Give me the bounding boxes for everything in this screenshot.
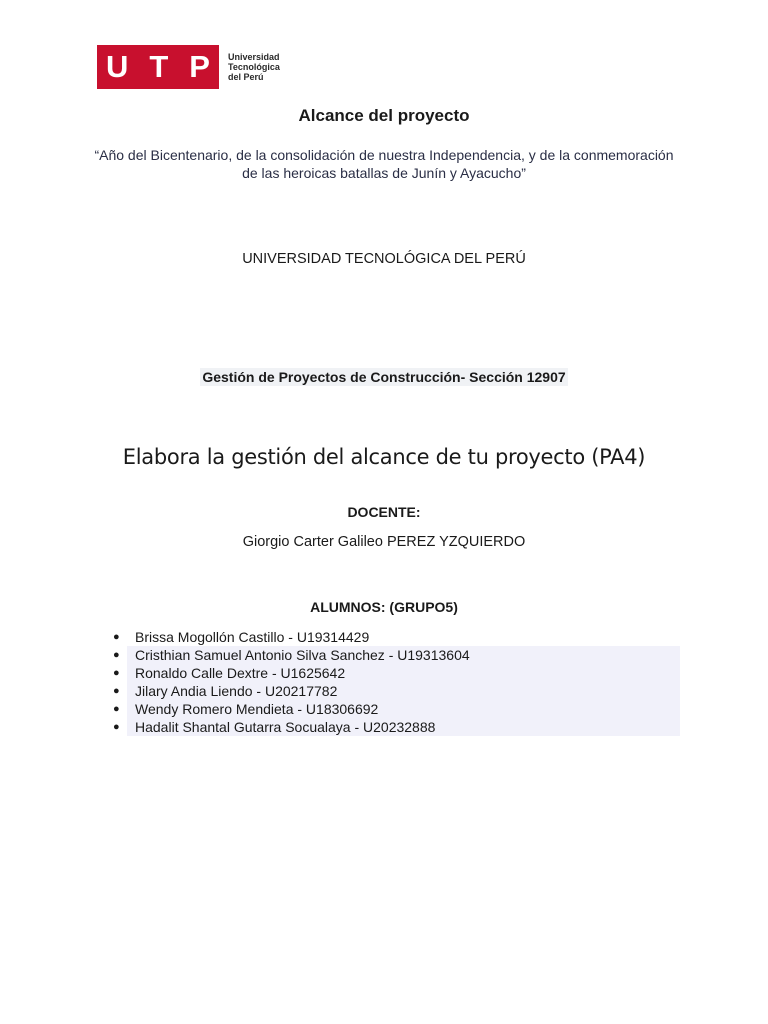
list-item <box>107 628 680 646</box>
bullet-icon: ● <box>113 703 120 715</box>
student-name: Ronaldo Calle Dextre - U1625642 <box>135 665 346 681</box>
bullet-icon: ● <box>113 721 120 733</box>
logo-letter-p: P <box>189 49 210 84</box>
bullet-icon: ● <box>113 685 120 697</box>
student-name: Cristhian Samuel Antonio Silva Sanchez - U19313604 <box>135 647 470 663</box>
student-name: Hadalit Shantal Gutarra Socualaya - U20232888 <box>135 719 436 735</box>
list-item <box>107 700 680 718</box>
assignment-heading: Elabora la gestión del alcance de tu proyecto (PA4) <box>122 445 646 469</box>
document-title: Alcance del proyecto <box>298 106 470 125</box>
utp-logo <box>97 45 280 89</box>
bullet-icon: ● <box>113 667 120 679</box>
motto <box>0 146 768 182</box>
list-item <box>107 682 680 700</box>
docente-name: Giorgio Carter Galileo PEREZ YZQUIERDO <box>242 534 526 550</box>
logo-letter-u: U <box>106 49 129 84</box>
logo-wordmark <box>228 52 280 82</box>
list-item <box>107 718 680 736</box>
student-name: Jilary Andia Liendo - U20217782 <box>135 683 338 699</box>
list-item <box>107 664 680 682</box>
logo-letter-t: T <box>149 49 169 84</box>
docente-label: DOCENTE: <box>347 504 421 520</box>
university-name: UNIVERSIDAD TECNOLÓGICA DEL PERÚ <box>242 251 526 267</box>
bullet-icon: ● <box>113 649 120 661</box>
course-label: Gestión de Proyectos de Construcción- Sección 12907 <box>202 369 566 385</box>
motto-line-2: de las heroicas batallas de Junín y Ayacucho” <box>242 165 526 181</box>
logo-line-1: Universidad <box>228 52 280 62</box>
list-item <box>107 646 680 664</box>
student-name: Wendy Romero Mendieta - U18306692 <box>135 701 379 717</box>
logo-line-3: del Perú <box>228 72 264 82</box>
utp-logo-mark <box>97 45 219 89</box>
logo-line-2: Tecnológica <box>228 62 280 72</box>
alumnos-label: ALUMNOS: (GRUPO5) <box>310 599 458 615</box>
motto-line-1: “Año del Bicentenario, de la consolidación de nuestra Independencia, y de la conmemoración <box>94 147 674 163</box>
course-section <box>0 369 768 385</box>
bullet-icon: ● <box>113 631 120 643</box>
student-list <box>107 628 680 736</box>
student-name: Brissa Mogollón Castillo - U19314429 <box>135 629 370 645</box>
